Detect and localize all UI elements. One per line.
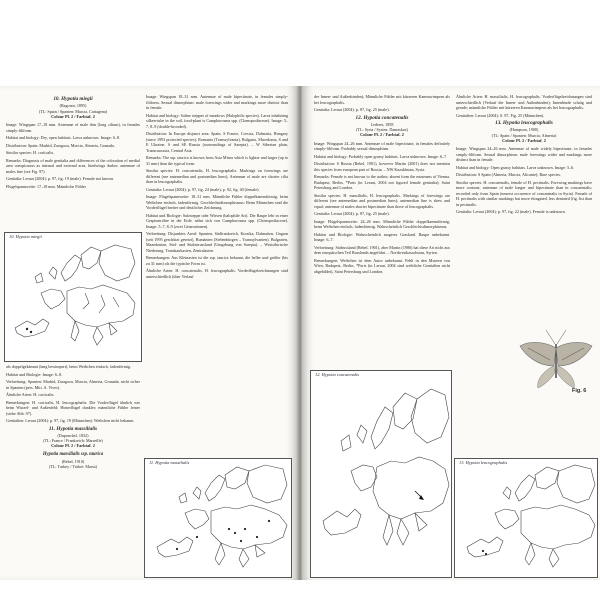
distribution-paragraph: Distribution: S Russia (Rebel, 1901), however Martin (2001) does not mention this species from european part of Russia. – NW Kazakhstan, Syria. <box>314 161 450 172</box>
genitalia-de-paragraph: Genitalien: Leraut (2004): p. 97, fig. 19 (Männchen). Weibchen nicht bekannt. <box>6 418 135 423</box>
habitat-paragraph: Habitat and biology: Probably open grassy habitats. Larva unknown. Image: 6–7. <box>314 153 448 159</box>
species-author: (Ragonot, 1895) <box>59 103 87 109</box>
colour-plate: Colour Pl. 2 / Farbtaf. 2 <box>51 443 95 449</box>
habitat-paragraph: Habitat and biology: Dry, open habitats. Larva unknown. Image: 6–8. <box>6 135 120 141</box>
right-col2 <box>456 94 592 217</box>
habitat-de-paragraph: Habitat und Biologie: Wahrscheinlich mageres Grasland. Raupe unbekannt. Image: 6–7. <box>314 231 450 243</box>
distribution-map-10 <box>4 232 142 362</box>
image-paragraph: Image: Wingspan 17–18 mm. Antennae of male thin (long cilium), in females simply-filiform. <box>6 122 140 133</box>
left-col2 <box>146 94 288 281</box>
europe-map-outline <box>311 371 451 577</box>
distribution-map-13 <box>454 458 598 578</box>
colour-plate: Colour Pl. 2 / Farbtaf. 2 <box>51 113 95 119</box>
map-title: 11. Hypotia massilialis <box>149 460 190 465</box>
map-title: 13. Hypotia leucographalis <box>459 460 508 465</box>
subspecies-heading: Hypotia massilialis ssp. taurica <box>42 451 104 457</box>
distribution-de-paragraph: Verbreitung: Disjunktes Areal: Spanien, Südfrankreich, Korsika, Dalmatien, Ungarn (seit 1993 geschützt gesetzt), Rumänien (Siebenbürgen – Transsylvanien), Bulgarien, Mazedonien, Süd- und Südostrussland (Umgebung von Sarepta). – Westsibirische Niederung, Transkaukasien, Zentralasien. <box>146 231 288 253</box>
type-locality: (TL: Spain / Spanien: Murcia, Cartagena) <box>38 108 108 114</box>
species-heading-12: 12. Hypotia concatenalis <box>355 114 409 121</box>
map-title: 12. Hypotia concatenalis <box>315 372 360 377</box>
similar-paragraph: Similar species: H. corticalis. <box>6 150 55 156</box>
remarks-de-paragraph: Bemerkungen: Weibchen ist dem Autor unbekannt. Fehlt in den Museen von Wien, Budapest, Berlin, *Paris (in Leraut, 2004 sind weibliche Genitalien nicht abgebildet), Saint Petersburg und London. <box>314 257 450 274</box>
remarks-de-paragraph: Bemerkungen: H. corticalis, H. leucographalis: Die Vorderflügel ähnlich wie beim Wurzel- und Außenfeld; Hinterflügel dunkler; männliche Fühler feiner (siehe Abb. 97). <box>6 399 140 416</box>
map-title: 10. Hypotia miegii <box>9 234 42 239</box>
wingspan-de-paragraph: Flügelspannweite: 17–18 mm. Männliche Fühler <box>6 183 86 189</box>
similar-de-paragraph: Ähnliche Arten: H. corticalis. <box>6 392 55 397</box>
species-heading-10: 10. Hypotia miegii <box>53 96 93 102</box>
genitalia-paragraph: Genitalia: Leraut (2004): p. 97, fig. 22 (male). Female is unknown. <box>456 209 566 215</box>
subspecies-author: (Rebel, 1910) <box>61 459 85 464</box>
genitalia-paragraph: Genitalia: Leraut (2004): p. 97, fig. 19 (male). Female not known. <box>6 176 115 182</box>
remarks-paragraph: Remarks: Female is not known to the author; absent from the museums of Vienna, Budapest, Berlin, *Paris (in Leraut, 2004 not figured female genitalia); Saint Petersburg and London. <box>314 174 450 191</box>
distribution-paragraph: Distribution: S Spain (Almeria, Murcia, Alicante); Rare species. <box>456 172 562 178</box>
moth-illustration <box>516 326 596 392</box>
habitat-de-paragraph: Habitat und Biologie: Salzsteppe oder Wiesen (halophile Art). Die Raupe lebt in einer Gespinströhre in der Erde, nährt sich von Camphorosma spp. (Chenopodiaceae). Image: 5–7, 8–9 (zwei Generationen). <box>146 212 288 229</box>
remarks-paragraph: Remarks: The ssp. taurica is known from Asia Minor which is lighter and larger (up to 31 mm) than the typical form. <box>146 155 288 166</box>
genitalia-de-paragraph: Genitalia: Leraut (2004): p. 87, fig. 25 (male). <box>314 107 390 112</box>
image-paragraph: Image: Wingspan 18–31 mm. Antennae of male bipectinate, in females simply-filiform. Sexual dimorphism: male forewings wider and markings more distinct than in female. <box>146 94 288 110</box>
distribution-map-11 <box>144 458 292 578</box>
remarks-paragraph: Remarks: Diagnosis of male genitalia and differences of the coloration of medial area conspicuous as internal and external area, hindwings darker; antennae of males fine (see Fig. 97). <box>6 157 140 174</box>
genitalia-de-paragraph: Genitalien: Leraut (2004): S. 87, Fig. 25 (Männchen). <box>456 112 545 118</box>
europe-map-outline <box>455 459 597 577</box>
text-paragraph: der Innen- und Außenbinden); Männliche Fühler mit kürzeren Kammwimpern als bei leucographalis. <box>314 94 450 105</box>
left-page <box>0 86 298 580</box>
type-locality: (TL: Syria / Syrien: Damaskus) <box>356 127 408 132</box>
genitalia-paragraph: Genitalia: Leraut (2004): p. 87, fig. 25 (male). <box>314 211 390 217</box>
habitat-paragraph: Habitat and biology: Saline steppes of meadows (Halophilic species). Larva inhabiting silken-tube in the soil, food-plant is Camphorosma spp. (Chenopodiaceae). Image: 5–7, 8–9 (double-brooded). <box>146 112 288 129</box>
similar-paragraph: Similar species: H. concatenalis, H. leucographalis. Markings on forewings are different (see antemedian and postmedian lines); Antennae of male are shorter cilia than in leucographalis. <box>146 168 288 184</box>
left-col1 <box>6 94 140 191</box>
remarks-de-paragraph: Bemerkungen: Aus Kleinasien ist die ssp. taurica bekannt, die heller und größer (bis zu 31 mm) als die typische Form ist. <box>146 255 288 266</box>
figure-label: Fig. 6 <box>572 388 587 394</box>
right-col1 <box>314 94 450 276</box>
right-page <box>302 86 600 580</box>
habitat-de-paragraph: Habitat und Biologie: Image: 6–8. <box>6 371 63 377</box>
species-author: (Hampson, 1900) <box>509 127 539 133</box>
colour-plate: Colour Pl. 2 / Farbtaf. 2 <box>502 137 546 143</box>
europe-map-outline <box>145 459 291 577</box>
europe-map-outline <box>5 233 141 361</box>
distribution-de-paragraph: Verbreitung: Spanien: Madrid, Zaragoza, Murcia, Almeria, Granada; nicht sicher in Spanien (pers. Mitt. A. Vives). <box>6 379 140 390</box>
distribution-de-paragraph: Verbreitung: Südrussland (Rebel, 1901), aber Martin (1986) hat diese Art nicht aus dem europäischen Teil Russlands angeführt. – Nordwestkasachstan, Syrien. <box>314 244 450 256</box>
distribution-paragraph: Distribution: In Europe disjunct area. Spain, S France, Corsica, Dalmatia, Hungary (since 1993 protected species), Romania (Transsylvania), Bulgaria, Macedonia, S and E Ukraine, S and SE Russia (surroundings of Sarepta). – W Siberian plain, Transcaucasia, Central Asia. <box>146 131 288 153</box>
species-heading-13: 13. Hypotia leucographalis <box>495 120 553 126</box>
image-paragraph: Image: Wingspan 24–26 mm. Antennae of male bipectinate, in females definitely simply-filiform. Probably sexual dimorphism. <box>314 140 450 152</box>
similar-de-paragraph: Ähnliche Arten: H. massilialis, H. leucographalis. Vorderflügelzeichnungen sind unterschiedlich (Verlauf der Innen- und Außenbinden); Innenbinde schräg und gerade; männliche Fühler mit kürzeren Kammwimpern als bei leucographalis. <box>456 94 592 110</box>
distribution-paragraph: Distribution: Spain: Madrid, Zaragoza, Murcia, Almeria, Granada. <box>6 142 115 148</box>
image-paragraph: Image: Wingspan 24–26 mm. Antennae of male widely bipectinate, in females simply-filiform. Sexual dimorphism: male forewings wider and markings more distinct than in female. <box>456 146 592 163</box>
text-paragraph: als doppelgekämmt (lang bewimpert), beim Weibchen einfach, fadenförmig. <box>6 364 132 369</box>
type-locality: (TL: France / Frankreich: Marseille) <box>43 438 103 443</box>
distribution-map-12 <box>310 370 452 578</box>
similar-paragraph: Similar species: H. concatenalis, female of H. pectinalis. Forewing markings have more contrast, antennae of male longer and bipectinate than in concatenalis; recorded only from Spain (nearest occurence of concatenalis in Syria). Female of H. pectinalis with similar markings but more elongated, less dentated (fig. list than in pectinalis. <box>456 179 592 207</box>
species-heading-11: 11. Hypotia massilialis <box>48 425 98 432</box>
genitalia-paragraph: Genitalia: Leraut (2004): p. 97, fig. 24 (male); p. 92, fig. 40 (female). <box>146 186 260 192</box>
species-author: Lederer, 1858 <box>370 121 394 127</box>
left-col1-lower <box>6 364 140 469</box>
similar-paragraph: Similar species: H. massilialis, H. leucographalis. Markings of forewings are different (see antemedian and postmedian lines); antemedian line is skew and equal; antennae of males shorter bipectinate than those of leucographalis. <box>314 192 450 209</box>
type-locality: (TL: Spain / Spanien: Murcia, Almeria) <box>491 132 557 138</box>
habitat-paragraph: Habitat and biology: Open grassy habitats. Larva unknown. Image: 5–6. <box>456 164 575 170</box>
image-de-paragraph: Image: Flügelspannweite: 18–31 mm. Männliche Fühler doppelkammförmig, beim Weibchen einfach, fadenförmig. Geschlechtsdimorphismus: Beim Männchen sind die Vorderflügel breiter und deutlicher Zeichnung. <box>146 194 288 210</box>
similar-de-paragraph: Ähnliche Arten: H. concatenalis, H. leucographalis. Vorderflügelzeichnungen sind unterschiedlich (über Verlauf <box>146 268 288 279</box>
image-de-paragraph: Image: Flügelspannweite: 24–26 mm. Männliche Fühler doppelkammförmig, beim Weibchen einfach, fadenförmig. Wahrscheinlich Geschlechtsdimorphismus. <box>314 218 450 230</box>
colour-plate: Colour Pl. 2 / Farbtaf. 2 <box>360 132 404 138</box>
subspecies-locality: (TL: Turkey / Türkei: Marsa) <box>49 464 97 470</box>
species-author: (Duponchel, 1832) <box>57 432 89 438</box>
